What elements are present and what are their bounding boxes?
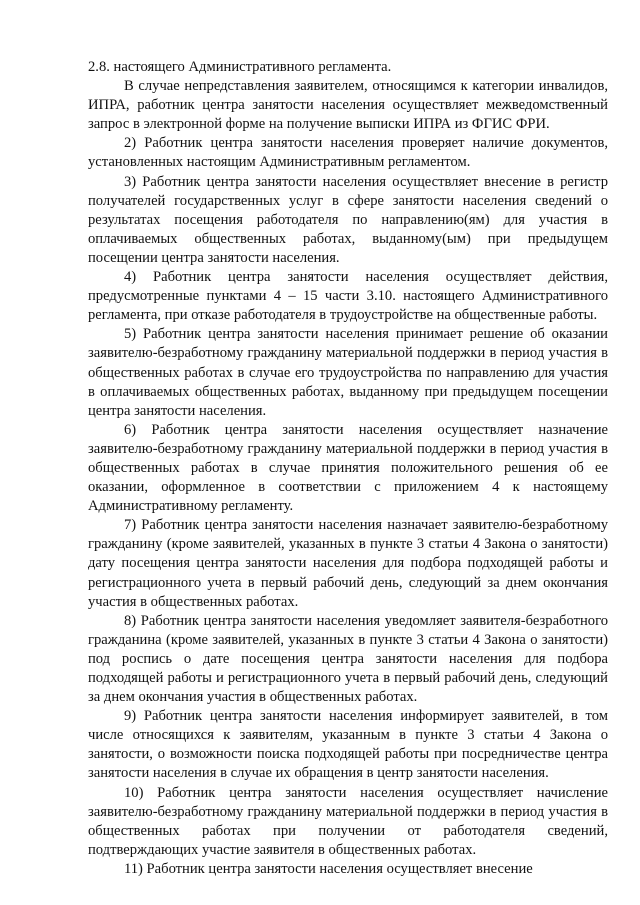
paragraph-item-7: 7) Работник центра занятости населения назначает заявителю-безработному гражданину (кроме заявителей, указанных в пункте 3 статьи 4 Закона о занятости) дату посещения центра занятости населения для подбора подходящей работы и регистрационного учета в первый рабочий день, следующий за днем окончания участия в общественных работах.: [88, 517, 608, 610]
paragraph-item-5: 5) Работник центра занятости населения принимает решение об оказании заявителю-безработному гражданину материальной поддержки в период участия в общественных работах в случае его трудоустройства по направлению для участия в оплачиваемых общественных работах, выданному при предыдущем посещении центра занятости населения.: [88, 326, 608, 419]
paragraph-item-2: 2) Работник центра занятости населения проверяет наличие документов, установленных настоящим Административным регламентом.: [88, 135, 608, 171]
paragraph-item-4: 4) Работник центра занятости населения осуществляет действия, предусмотренные пунктами 4 – 15 части 3.10. настоящего Административного регламента, при отказе работодателя в трудоустройстве на общественные работы.: [88, 269, 608, 324]
paragraph-item-6: 6) Работник центра занятости населения осуществляет назначение заявителю-безработному гражданину материальной поддержки в период участия в общественных работах в случае принятия положительного решения об ее оказании, оформленное в соответствии с приложением 4 к настоящему Административному регламенту.: [88, 421, 608, 515]
paragraph-continuation: 2.8. настоящего Административного регламента.: [88, 59, 392, 75]
paragraph-item-11: 11) Работник центра занятости населения осуществляет внесение: [124, 860, 533, 877]
paragraph-ipra-request: В случае непредставления заявителем, относящимся к категории инвалидов, ИПРА, работник центра занятости населения осуществляет межведомственный запрос в электронной форме на получение выписки ИПРА из ФГИС ФРИ.: [88, 78, 608, 133]
document-page: [88, 58, 608, 879]
paragraph-item-10: 10) Работник центра занятости населения осуществляет начисление заявителю-безработному гражданину материальной поддержки в период участия в общественных работах при получении от работодателя сведений, подтверждающих участие заявителя в общественных работах.: [88, 784, 608, 858]
paragraph-item-9: 9) Работник центра занятости населения информирует заявителей, в том числе относящихся к заявителям, указанным в пункте 3 статьи 4 Закона о занятости, о возможности поиска подходящей работы при посредничестве центра занятости населения в случае их обращения в центр занятости населения.: [88, 708, 608, 782]
paragraph-item-3: 3) Работник центра занятости населения осуществляет внесение в регистр получателей государственных услуг в сфере занятости населения сведений о результатах посещения работодателя по направлению(ям) для участия в оплачиваемых общественных работах, выданному(ым) при предыдущем посещении центра занятости населения.: [88, 173, 608, 266]
paragraph-item-8: 8) Работник центра занятости населения уведомляет заявителя-безработного гражданина (кроме заявителей, указанных в пункте 3 статьи 4 Закона о занятости) под роспись о дате посещения центра занятости населения для подбора подходящей работы и регистрационного учета в первый рабочий день, следующий за днем окончания участия в общественных работах.: [88, 612, 608, 706]
